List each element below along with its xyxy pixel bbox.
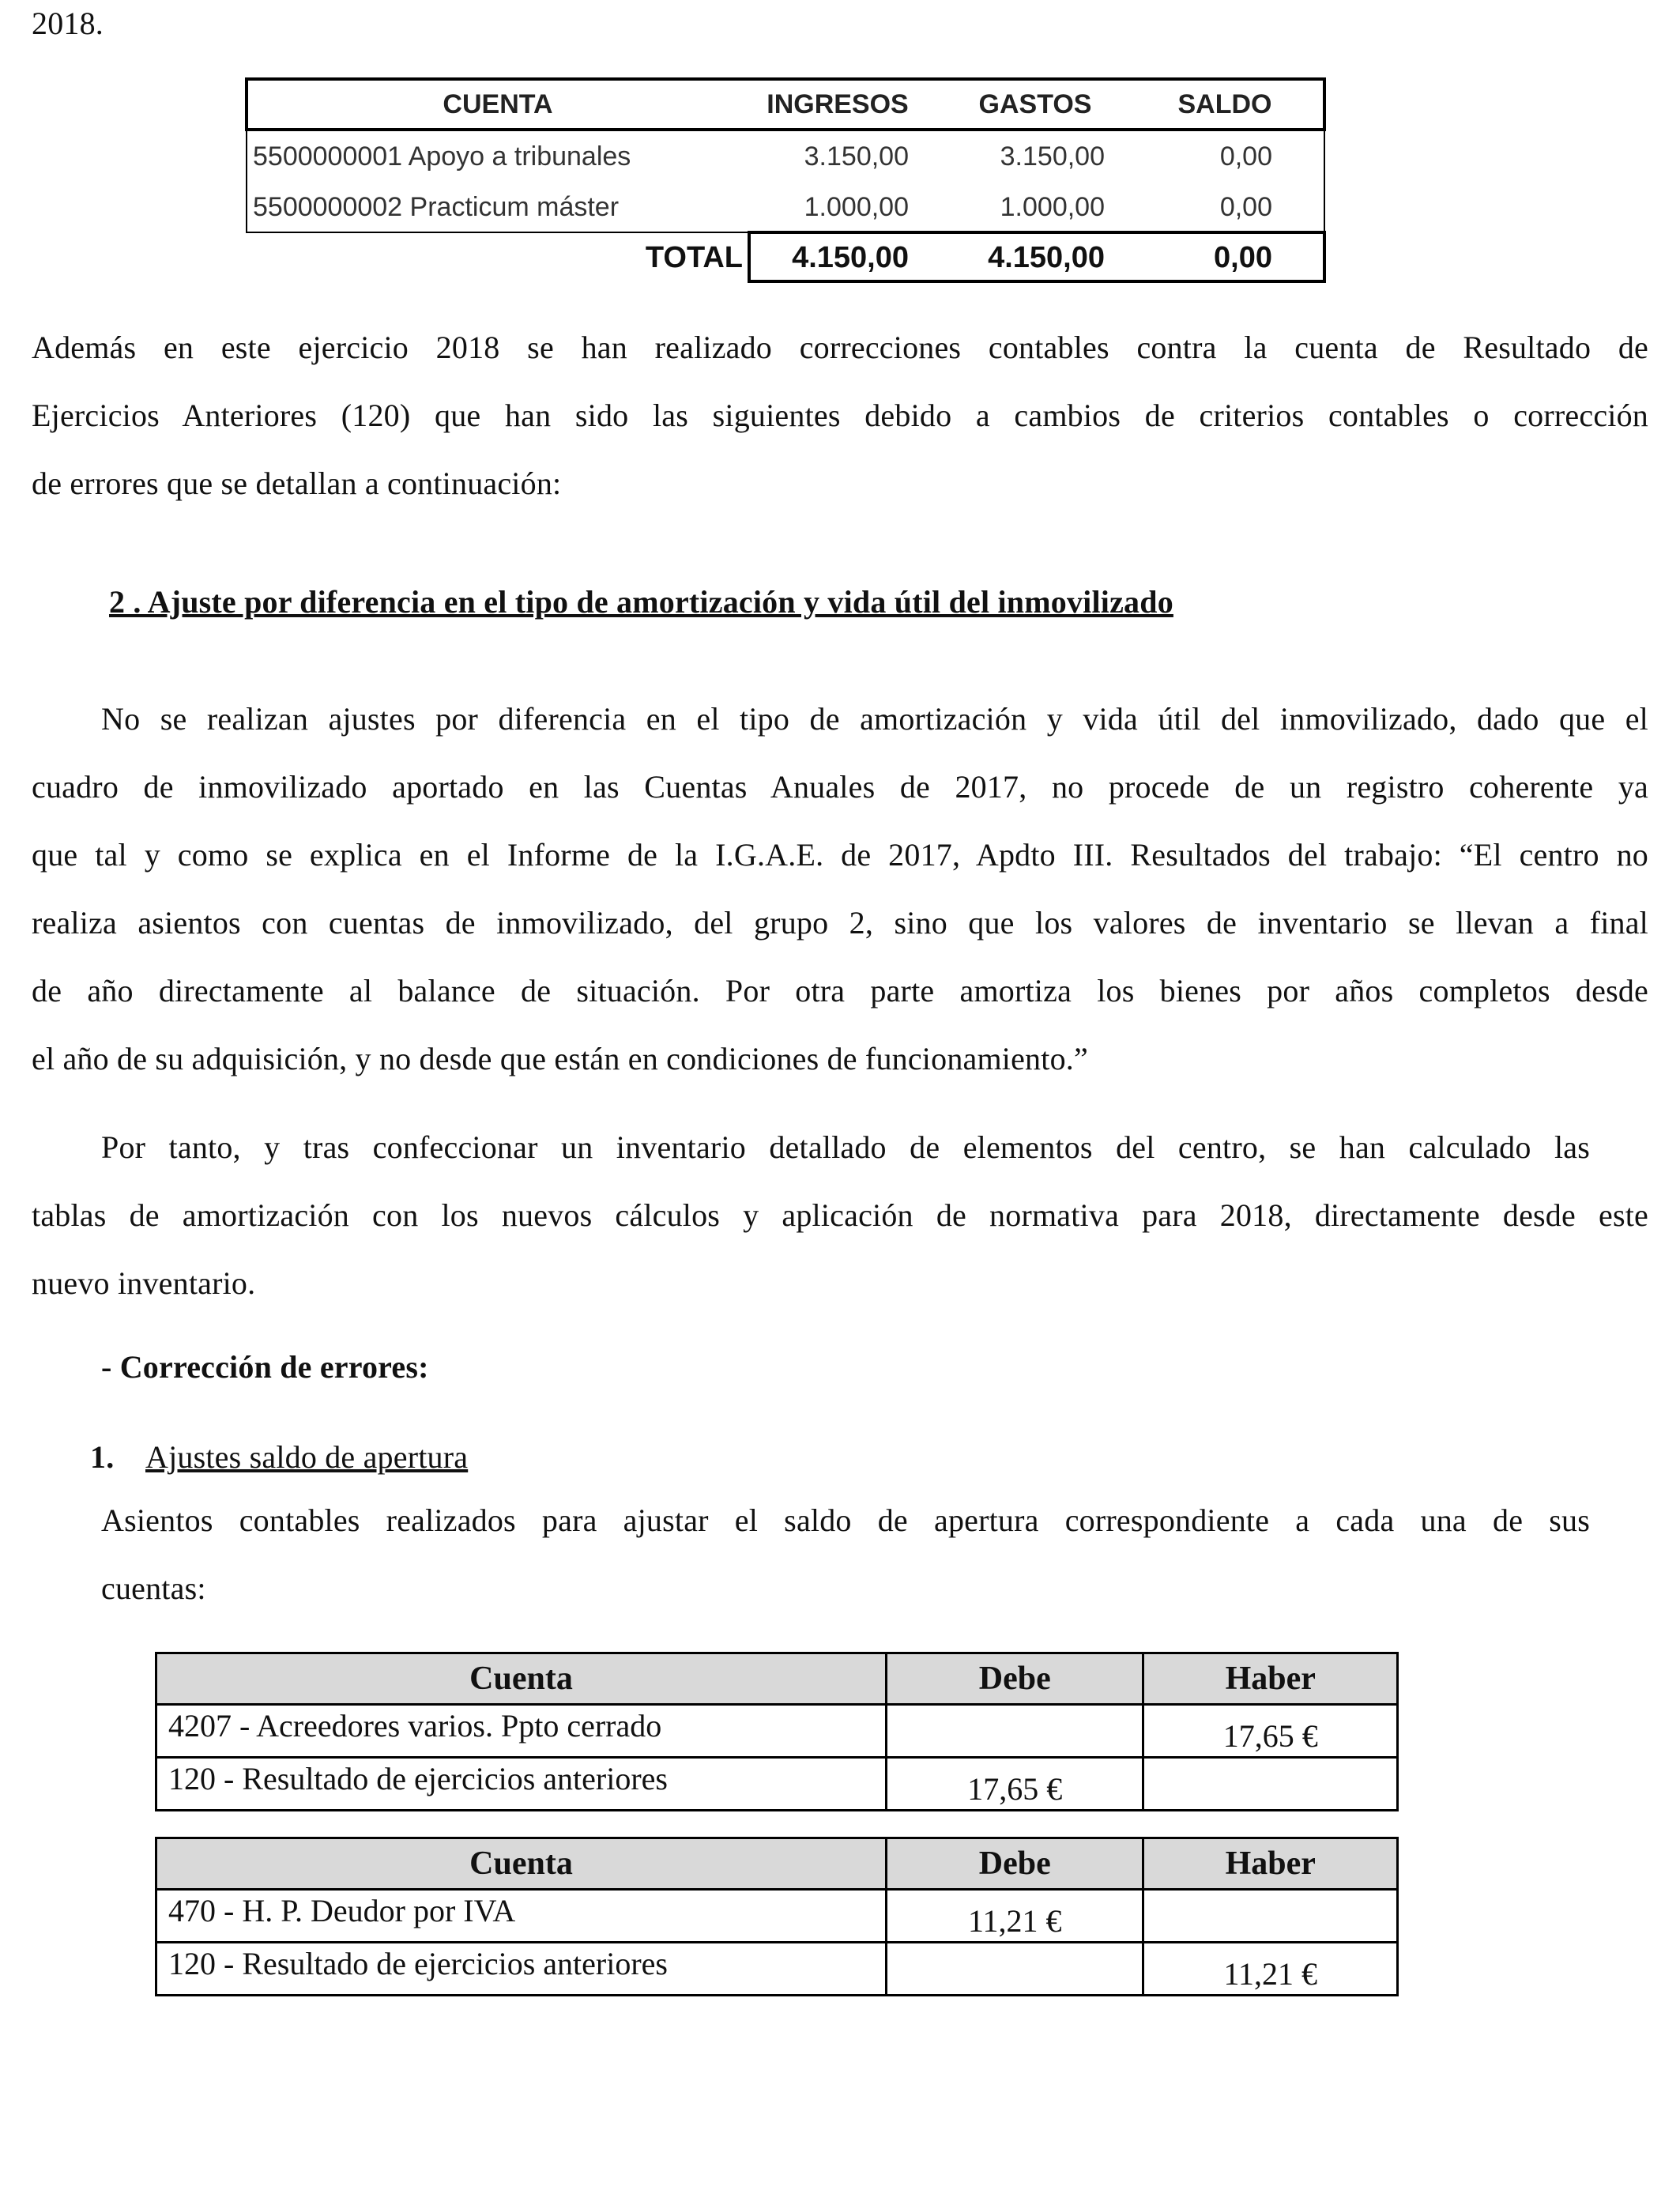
summary-header-ingresos: INGRESOS: [767, 89, 909, 119]
summary-gastos: 1.000,00: [1000, 192, 1105, 222]
summary-row: [245, 131, 1326, 182]
summary-gastos: 3.150,00: [1000, 141, 1105, 172]
entry-haber: 17,65 €: [1143, 1705, 1398, 1758]
paragraph-line: nuevo inventario.: [32, 1265, 256, 1301]
entry-debe: 17,65 €: [887, 1758, 1143, 1811]
entry-cuenta: 470 - H. P. Deudor por IVA: [156, 1890, 887, 1943]
paragraph-line: el año de su adquisición, y no desde que están en condiciones de funcionamiento.”: [32, 1041, 1088, 1076]
paragraph-line: Por tanto, y tras confeccionar un inventario detallado de elementos del centro, se han calculado las: [101, 1129, 1590, 1165]
entry-debe: [887, 1943, 1143, 1996]
table-row: [156, 1943, 1398, 1996]
paragraph-line: tablas de amortización con los nuevos cálculos y aplicación de normativa para 2018, directamente desde este: [32, 1197, 1648, 1233]
summary-header-saldo: SALDO: [1177, 89, 1272, 119]
entry-haber: [1143, 1890, 1398, 1943]
summary-total-gastos: 4.150,00: [988, 241, 1105, 274]
summary-ingresos: 3.150,00: [804, 141, 909, 172]
entry-cuenta: 120 - Resultado de ejercicios anteriores: [156, 1758, 887, 1811]
entry-header-cuenta: Cuenta: [156, 1838, 887, 1890]
subheading: - Corrección de errores:: [101, 1349, 429, 1385]
summary-total-ingresos: 4.150,00: [792, 241, 909, 274]
paragraph-line: que tal y como se explica en el Informe de la I.G.A.E. de 2017, Apdto III. Resultados del trabajo: “El centro no: [32, 837, 1648, 873]
list-item-number: 1.: [90, 1439, 115, 1475]
entry-table: [155, 1837, 1399, 1996]
summary-total-row: [245, 232, 1326, 283]
entry-cuenta: 120 - Resultado de ejercicios anteriores: [156, 1943, 887, 1996]
entry-table: [155, 1652, 1399, 1811]
intro-line: Además en este ejercicio 2018 se han realizado correcciones contables contra la cuenta de Resultado de: [32, 330, 1648, 365]
entry-table-header: [156, 1653, 1398, 1705]
entry-header-debe: Debe: [887, 1653, 1143, 1705]
entry-haber: [1143, 1758, 1398, 1811]
paragraph-line: realiza asientos con cuentas de inmovilizado, del grupo 2, sino que los valores de inventario se llevan a final: [32, 905, 1648, 941]
summary-cuenta: 5500000001 Apoyo a tribunales: [253, 141, 631, 172]
table-row: [156, 1890, 1398, 1943]
summary-total-saldo: 0,00: [1214, 241, 1272, 274]
list-paragraph-line: Asientos contables realizados para ajustar el saldo de apertura correspondiente a cada una de sus: [101, 1502, 1590, 1538]
table-row: [156, 1705, 1398, 1758]
summary-header-row: [245, 79, 1326, 130]
entry-header-haber: Haber: [1143, 1653, 1398, 1705]
entry-header-cuenta: Cuenta: [156, 1653, 887, 1705]
section-heading: 2 . Ajuste por diferencia en el tipo de amortización y vida útil del inmovilizado: [109, 584, 1173, 620]
entry-cuenta: 4207 - Acreedores varios. Ppto cerrado: [156, 1705, 887, 1758]
summary-total-label: TOTAL: [645, 241, 743, 274]
entry-table-header: [156, 1838, 1398, 1890]
paragraph-line: No se realizan ajustes por diferencia en el tipo de amortización y vida útil del inmovilizado, dado que el: [101, 701, 1648, 737]
entry-haber: 11,21 €: [1143, 1943, 1398, 1996]
entry-debe: [887, 1705, 1143, 1758]
summary-saldo: 0,00: [1219, 141, 1272, 172]
summary-header-gastos: GASTOS: [978, 89, 1092, 119]
summary-ingresos: 1.000,00: [804, 192, 909, 222]
paragraph-line: de año directamente al balance de situación. Por otra parte amortiza los bienes por años completos desde: [32, 973, 1648, 1008]
paragraph-line: cuadro de inmovilizado aportado en las Cuentas Anuales de 2017, no procede de un registro coherente ya: [32, 769, 1648, 805]
list-paragraph-line: cuentas:: [101, 1570, 206, 1606]
summary-saldo: 0,00: [1219, 192, 1272, 222]
summary-cuenta: 5500000002 Practicum máster: [253, 192, 620, 222]
summary-header-cuenta: CUENTA: [443, 89, 553, 119]
summary-row: [245, 182, 1326, 232]
page-fragment-year: 2018.: [32, 6, 104, 41]
entry-header-haber: Haber: [1143, 1838, 1398, 1890]
entry-header-debe: Debe: [887, 1838, 1143, 1890]
list-item-title: Ajustes saldo de apertura: [145, 1439, 469, 1475]
summary-table: [245, 77, 1326, 285]
table-row: [156, 1758, 1398, 1811]
entry-debe: 11,21 €: [887, 1890, 1143, 1943]
intro-line: Ejercicios Anteriores (120) que han sido las siguientes debido a cambios de criterios contables o corrección: [32, 398, 1648, 433]
intro-line: de errores que se detallan a continuación:: [32, 466, 562, 501]
